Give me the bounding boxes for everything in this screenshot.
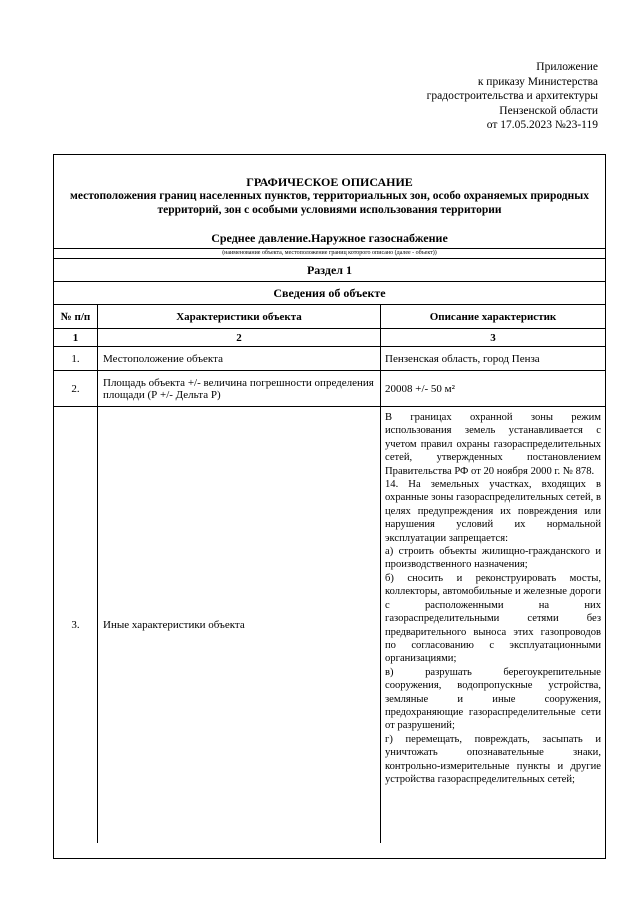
row-number: 1. — [54, 347, 98, 370]
table-row — [54, 347, 605, 371]
row-characteristic: Местоположение объекта — [98, 347, 381, 370]
column-number: 1 — [54, 329, 98, 346]
title-block — [54, 155, 605, 259]
header-line: от 17.05.2023 №23-119 — [486, 119, 598, 132]
row-description: 20008 +/- 50 м² — [385, 382, 455, 395]
other-characteristics-text — [385, 411, 601, 786]
table-row — [54, 371, 605, 407]
description-paragraph: г) перемещать, повреждать, засыпать и уничтожать опознавательные знаки, контрольно-измерительные пункты и другие устройства газораспределительных сетей; — [385, 733, 601, 785]
row-characteristic: Иные характеристики объекта — [98, 407, 381, 843]
row-description — [381, 407, 605, 843]
description-paragraph: 14. На земельных участках, входящих в охранные зоны газораспределительных сетей, в целях предупреждения их повреждения или нарушения условий их нормальной эксплуатации запрещается: — [385, 479, 601, 544]
description-paragraph: В границах охранной зоны режим использования земель устанавливается с учетом правил охраны газораспределительных сетей, утвержденных постановлением Правительства РФ от 20 ноября 2000 г. № 878. — [385, 412, 601, 477]
section-label: Раздел 1 — [54, 259, 605, 282]
document-subtitle: местоположения границ населенных пунктов, территориальных зон, особо охраняемых природных территорий, зон с особыми условиями использования территории — [70, 190, 589, 216]
row-description: Пензенская область, город Пенза — [385, 352, 540, 365]
column-number-row — [54, 329, 605, 347]
description-paragraph: а) строить объекты жилищно-гражданского и производственного назначения; — [385, 546, 601, 571]
description-paragraph: б) сносить и реконструировать мосты, коллекторы, автомобильные и железные дороги с расположенными на них газораспределительными сетями без предварительного выноса этих газопроводов по согласованию с эксплуатационными организациями; — [385, 572, 601, 665]
table-row — [54, 407, 605, 843]
row-number: 2. — [54, 371, 98, 406]
table-header-row — [54, 305, 605, 329]
column-number: 2 — [98, 329, 381, 346]
row-number: 3. — [54, 407, 98, 843]
document-table — [53, 154, 606, 859]
header-cell-description: Описание характеристик — [429, 310, 557, 323]
header-line: к приказу Министерства — [477, 75, 598, 88]
header-line: Пензенской области — [499, 104, 598, 117]
description-paragraph: в) разрушать берегоукрепительные сооружения, водопропускные устройства, земляные и иные сооружения, предохраняющие газораспределительные сети от разрушений; — [385, 666, 601, 732]
document-title: ГРАФИЧЕСКОЕ ОПИСАНИЕ — [246, 175, 413, 189]
header-line: Приложение — [536, 61, 598, 73]
section-subtitle: Сведения об объекте — [54, 282, 605, 305]
header-line: градостроительства и архитектуры — [426, 90, 598, 103]
object-name: Среднее давление.Наружное газоснабжение — [211, 231, 448, 245]
row-characteristic: Площадь объекта +/- величина погрешности определения площади (Р +/- Дельта Р) — [98, 371, 381, 406]
header-cell-characteristics: Характеристики объекта — [98, 305, 381, 328]
header-cell-number: № п/п — [54, 305, 98, 328]
column-number: 3 — [490, 331, 496, 344]
approval-header — [338, 60, 598, 133]
object-caption: (наименование объекта, местоположение границ которого описано (далее - объект)) — [54, 248, 605, 257]
